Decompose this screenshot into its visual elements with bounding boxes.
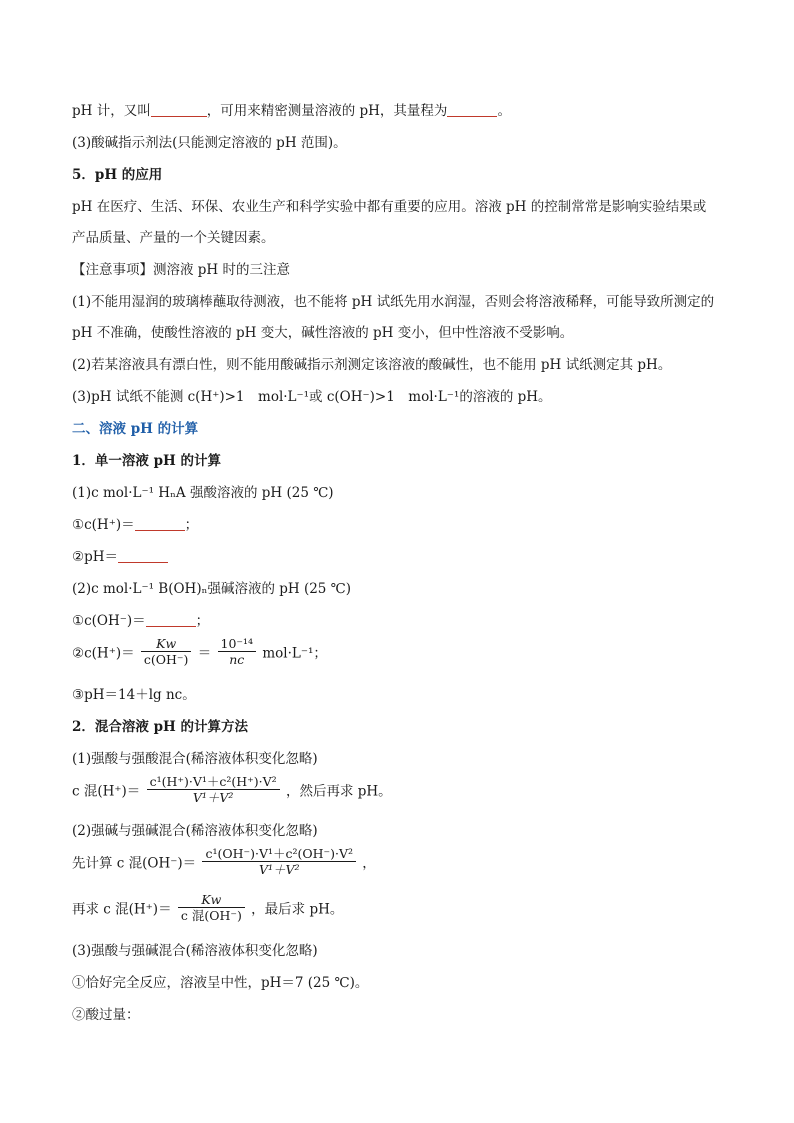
answer-blank-5[interactable] xyxy=(146,612,196,627)
note-1-line-1: (1)不能用湿润的玻璃棒蘸取待测液，也不能将 pH 试纸先用水润湿，否则会将溶液稀释，可能导致所测定的 xyxy=(72,294,715,310)
heading-ph-application: 5．pH 的应用 xyxy=(72,167,163,183)
note-heading: 【注意事项】测溶液 pH 时的三注意 xyxy=(72,262,290,278)
mix-acid-acid: (1)强酸与强酸混合(稀溶液体积变化忽略) xyxy=(72,751,318,767)
mix-neutral: ①恰好完全反应，溶液呈中性，pH＝7 (25 ℃)。 xyxy=(72,975,369,991)
heading-single-solution: 1．单一溶液 pH 的计算 xyxy=(72,453,221,469)
strong-base-line: (2)c mol·L⁻¹ B(OH)ₙ强碱溶液的 pH (25 ℃) xyxy=(72,581,352,597)
mix-acid-formula: c 混(H⁺)＝ $\frac{\text{c¹(H⁺)·V¹＋c²(H⁺)·V²}}{\text{V¹＋V²}}$ ，然后再求 pH。 xyxy=(72,774,392,805)
base-step-2: ②c(H⁺)＝ $\frac{Kw}{c(OH^-)}$ ＝ $\frac{\text{10⁻¹⁴}}{nc}$ mol·L⁻¹； xyxy=(72,636,327,667)
answer-blank-4[interactable] xyxy=(118,548,168,563)
fraction-1e-14-over-nc: $\frac{\text{10⁻¹⁴}}{nc}$ xyxy=(218,636,257,667)
line-indicator-method: (3)酸碱指示剂法(只能测定溶液的 pH 范围)。 xyxy=(72,135,347,151)
strong-acid-line: (1)c mol·L⁻¹ HₙA 强酸溶液的 pH (25 ℃) xyxy=(72,485,334,501)
paragraph-line-2: 产品质量、产量的一个关键因素。 xyxy=(72,230,275,246)
fraction-base-mix: $\frac{\text{c¹(OH⁻)·V¹＋c²(OH⁻)·V²}}{\text{V¹＋V²}}$ xyxy=(202,846,356,877)
fraction-kw-over-coh-mix: $\frac{Kw}{\text{c 混(OH⁻)}}$ xyxy=(178,892,245,923)
base-step-3: ③pH＝14＋lg nc。 xyxy=(72,687,196,703)
paragraph-line-1: pH 在医疗、生活、环保、农业生产和科学实验中都有重要的应用。溶液 pH 的控制常常是影响实验结果或 xyxy=(72,199,707,215)
note-1-line-2: pH 不准确，使酸性溶液的 pH 变大，碱性溶液的 pH 变小，但中性溶液不受影响。 xyxy=(72,325,574,341)
mix-base-base: (2)强碱与强碱混合(稀溶液体积变化忽略) xyxy=(72,823,318,839)
fraction-acid-mix: $\frac{\text{c¹(H⁺)·V¹＋c²(H⁺)·V²}}{\text{V¹＋V²}}$ xyxy=(147,774,280,805)
acid-step-1: ①c(H⁺)＝ ； xyxy=(72,517,199,533)
line-ph-meter: pH 计，又叫 ，可用来精密测量溶液的 pH，其量程为 。 xyxy=(72,103,511,119)
answer-blank-1[interactable] xyxy=(151,102,207,117)
answer-blank-2[interactable] xyxy=(447,102,497,117)
fraction-kw-over-coh: $\frac{Kw}{c(OH^-)}$ xyxy=(141,636,192,667)
note-2: (2)若某溶液具有漂白性，则不能用酸碱指示剂测定该溶液的酸碱性，也不能用 pH 试纸测定其 pH。 xyxy=(72,357,672,373)
mix-base-h-formula: 再求 c 混(H⁺)＝ $\frac{Kw}{\text{c 混(OH⁻)}}$ ，最后求 pH。 xyxy=(72,892,344,923)
heading-mixed-solution: 2．混合溶液 pH 的计算方法 xyxy=(72,719,248,735)
mix-base-formula: 先计算 c 混(OH⁻)＝ $\frac{\text{c¹(OH⁻)·V¹＋c²(OH⁻)·V²}}{\text{V¹＋V²}}$ ， xyxy=(72,846,376,877)
section-heading-ph-calc: 二、溶液 pH 的计算 xyxy=(72,421,199,437)
note-3: (3)pH 试纸不能测 c(H⁺)>1 mol·L⁻¹或 c(OH⁻)>1 mol·L⁻¹的溶液的 pH。 xyxy=(72,389,552,405)
base-step-1: ①c(OH⁻)＝ ； xyxy=(72,613,210,629)
mix-acid-base: (3)强酸与强碱混合(稀溶液体积变化忽略) xyxy=(72,943,318,959)
acid-step-2: ②pH＝ xyxy=(72,548,168,566)
mix-acid-excess: ②酸过量： xyxy=(72,1007,140,1023)
answer-blank-3[interactable] xyxy=(135,516,185,531)
